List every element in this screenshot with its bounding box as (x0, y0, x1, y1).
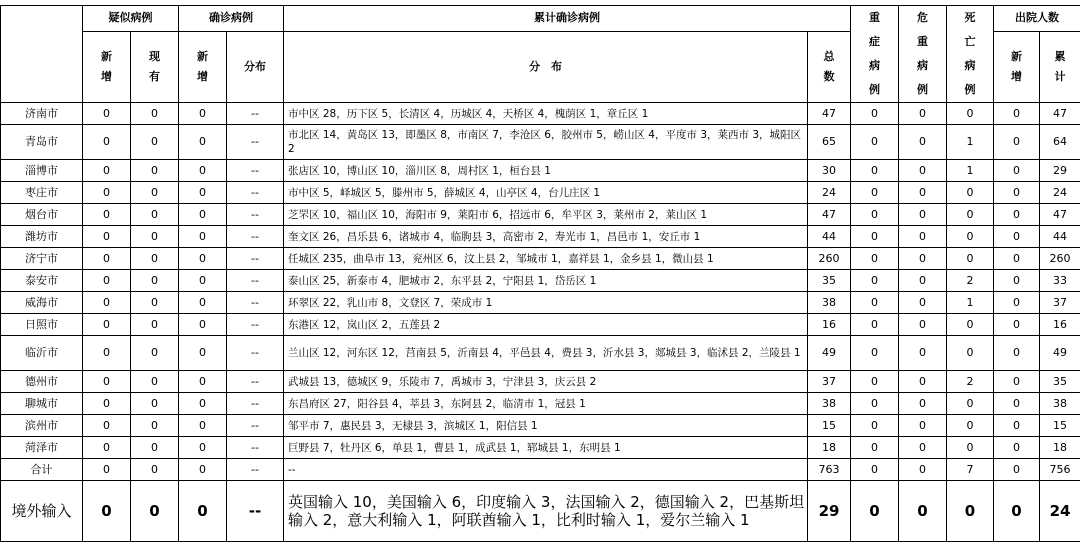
table-row (1, 270, 1080, 292)
header-discharged-new: 新 增 (994, 31, 1040, 102)
suspected-existing: 0 (131, 182, 179, 204)
death-count: 2 (947, 371, 994, 393)
city-name: 威海市 (1, 292, 83, 314)
discharged-total: 18 (1040, 437, 1080, 459)
table-row (1, 226, 1080, 248)
cumulative-distribution: 市北区 14，黄岛区 13，即墨区 8，市南区 7，李沧区 6，胶州市 5，崂山区 4，平度市 3，莱西市 3，城阳区 2 (284, 125, 808, 160)
confirmed-distribution: -- (227, 125, 284, 160)
discharged-total: 47 (1040, 103, 1080, 125)
death-count: 0 (947, 415, 994, 437)
death-count: 0 (947, 248, 994, 270)
cumulative-distribution: 东港区 12，岚山区 2，五莲县 2 (284, 314, 808, 336)
suspected-existing: 0 (131, 125, 179, 160)
critical-count: 0 (899, 103, 947, 125)
cumulative-total: 260 (808, 248, 851, 270)
cumulative-total: 47 (808, 103, 851, 125)
cumulative-total: 65 (808, 125, 851, 160)
cumulative-distribution: -- (284, 459, 808, 481)
cumulative-distribution: 邹平市 7，惠民县 3，无棣县 3，滨城区 1，阳信县 1 (284, 415, 808, 437)
city-name: 泰安市 (1, 270, 83, 292)
city-name: 济宁市 (1, 248, 83, 270)
discharged-total: 24 (1040, 182, 1080, 204)
critical-count: 0 (899, 393, 947, 415)
table-row (1, 481, 1080, 542)
cumulative-total: 16 (808, 314, 851, 336)
discharged-total: 24 (1040, 481, 1080, 542)
header-severe: 重 症 病 例 (851, 6, 899, 103)
confirmed-distribution: -- (227, 270, 284, 292)
critical-count: 0 (899, 437, 947, 459)
header-row-1 (1, 6, 1080, 32)
city-name: 境外输入 (1, 481, 83, 542)
discharged-new: 0 (994, 371, 1040, 393)
cumulative-total: 24 (808, 182, 851, 204)
cumulative-total: 37 (808, 371, 851, 393)
critical-count: 0 (899, 415, 947, 437)
table-row (1, 415, 1080, 437)
suspected-new: 0 (83, 160, 131, 182)
confirmed-distribution: -- (227, 204, 284, 226)
suspected-new: 0 (83, 125, 131, 160)
suspected-new: 0 (83, 459, 131, 481)
suspected-new: 0 (83, 292, 131, 314)
death-count: 0 (947, 481, 994, 542)
suspected-new: 0 (83, 437, 131, 459)
confirmed-distribution: -- (227, 182, 284, 204)
confirmed-distribution: -- (227, 226, 284, 248)
header-confirmed-distribution: 分布 (227, 31, 284, 102)
severe-count: 0 (851, 437, 899, 459)
table-row (1, 393, 1080, 415)
death-count: 1 (947, 125, 994, 160)
suspected-existing: 0 (131, 226, 179, 248)
table-row (1, 314, 1080, 336)
cumulative-total: 29 (808, 481, 851, 542)
confirmed-distribution: -- (227, 160, 284, 182)
cumulative-distribution: 环翠区 22，乳山市 8，文登区 7，荣成市 1 (284, 292, 808, 314)
severe-count: 0 (851, 204, 899, 226)
header-suspected-existing: 现 有 (131, 31, 179, 102)
death-count: 1 (947, 160, 994, 182)
cumulative-distribution: 东昌府区 27，阳谷县 4，莘县 3，东阿县 2，临清市 1，冠县 1 (284, 393, 808, 415)
death-count: 1 (947, 292, 994, 314)
header-suspected-new: 新 增 (83, 31, 131, 102)
suspected-new: 0 (83, 270, 131, 292)
discharged-new: 0 (994, 226, 1040, 248)
discharged-new: 0 (994, 292, 1040, 314)
suspected-new: 0 (83, 182, 131, 204)
suspected-existing: 0 (131, 248, 179, 270)
cumulative-distribution: 市中区 5，峄城区 5，滕州市 5，薛城区 4，山亭区 4，台儿庄区 1 (284, 182, 808, 204)
suspected-existing: 0 (131, 103, 179, 125)
critical-count: 0 (899, 292, 947, 314)
suspected-new: 0 (83, 314, 131, 336)
severe-count: 0 (851, 182, 899, 204)
header-confirmed-new: 新 增 (179, 31, 227, 102)
discharged-total: 33 (1040, 270, 1080, 292)
discharged-total: 260 (1040, 248, 1080, 270)
discharged-new: 0 (994, 160, 1040, 182)
confirmed-distribution: -- (227, 415, 284, 437)
discharged-total: 16 (1040, 314, 1080, 336)
corner-cell (1, 6, 83, 103)
city-name: 济南市 (1, 103, 83, 125)
critical-count: 0 (899, 248, 947, 270)
severe-count: 0 (851, 481, 899, 542)
suspected-new: 0 (83, 103, 131, 125)
confirmed-new: 0 (179, 125, 227, 160)
city-name: 潍坊市 (1, 226, 83, 248)
death-count: 0 (947, 204, 994, 226)
death-count: 2 (947, 270, 994, 292)
suspected-new: 0 (83, 481, 131, 542)
confirmed-distribution: -- (227, 437, 284, 459)
discharged-new: 0 (994, 481, 1040, 542)
confirmed-distribution: -- (227, 292, 284, 314)
city-name: 日照市 (1, 314, 83, 336)
confirmed-new: 0 (179, 314, 227, 336)
suspected-new: 0 (83, 415, 131, 437)
header-cumulative-distribution: 分 布 (284, 31, 808, 102)
severe-count: 0 (851, 270, 899, 292)
cumulative-total: 35 (808, 270, 851, 292)
discharged-total: 47 (1040, 204, 1080, 226)
suspected-existing: 0 (131, 314, 179, 336)
confirmed-new: 0 (179, 481, 227, 542)
cumulative-distribution: 芝罘区 10，福山区 10，海阳市 9，莱阳市 6，招远市 6，牟平区 3，莱州市 2，莱山区 1 (284, 204, 808, 226)
suspected-existing: 0 (131, 481, 179, 542)
death-count: 0 (947, 103, 994, 125)
suspected-existing: 0 (131, 393, 179, 415)
cumulative-distribution: 泰山区 25，新泰市 4，肥城市 2，东平县 2，宁阳县 1，岱岳区 1 (284, 270, 808, 292)
discharged-new: 0 (994, 393, 1040, 415)
critical-count: 0 (899, 336, 947, 371)
cumulative-total: 15 (808, 415, 851, 437)
confirmed-distribution: -- (227, 459, 284, 481)
confirmed-distribution: -- (227, 393, 284, 415)
cumulative-distribution: 武城县 13，德城区 9，乐陵市 7，禹城市 3，宁津县 3，庆云县 2 (284, 371, 808, 393)
severe-count: 0 (851, 393, 899, 415)
header-confirmed: 确诊病例 (179, 6, 284, 32)
discharged-total: 15 (1040, 415, 1080, 437)
death-count: 0 (947, 336, 994, 371)
cumulative-total: 49 (808, 336, 851, 371)
death-count: 0 (947, 393, 994, 415)
critical-count: 0 (899, 371, 947, 393)
cumulative-distribution: 兰山区 12，河东区 12，莒南县 5，沂南县 4，平邑县 4，费县 3，沂水县 3，郯城县 3，临沭县 2，兰陵县 1 (284, 336, 808, 371)
discharged-total: 38 (1040, 393, 1080, 415)
suspected-existing: 0 (131, 204, 179, 226)
severe-count: 0 (851, 314, 899, 336)
discharged-new: 0 (994, 415, 1040, 437)
discharged-total: 29 (1040, 160, 1080, 182)
discharged-total: 64 (1040, 125, 1080, 160)
cumulative-distribution: 巨野县 7，牡丹区 6，单县 1，曹县 1，成武县 1，郓城县 1，东明县 1 (284, 437, 808, 459)
table-row (1, 182, 1080, 204)
critical-count: 0 (899, 270, 947, 292)
suspected-new: 0 (83, 226, 131, 248)
confirmed-new: 0 (179, 160, 227, 182)
discharged-total: 756 (1040, 459, 1080, 481)
cumulative-distribution: 张店区 10，博山区 10，淄川区 8，周村区 1，桓台县 1 (284, 160, 808, 182)
cumulative-distribution: 英国输入 10，美国输入 6，印度输入 3，法国输入 2，德国输入 2，巴基斯坦输入 2，意大利输入 1，阿联酋输入 1，比利时输入 1，爱尔兰输入 1 (284, 481, 808, 542)
confirmed-new: 0 (179, 248, 227, 270)
discharged-new: 0 (994, 314, 1040, 336)
discharged-new: 0 (994, 125, 1040, 160)
table-row (1, 248, 1080, 270)
city-name: 滨州市 (1, 415, 83, 437)
suspected-existing: 0 (131, 371, 179, 393)
death-count: 0 (947, 314, 994, 336)
suspected-new: 0 (83, 248, 131, 270)
confirmed-new: 0 (179, 270, 227, 292)
discharged-new: 0 (994, 459, 1040, 481)
discharged-total: 37 (1040, 292, 1080, 314)
death-count: 0 (947, 182, 994, 204)
confirmed-new: 0 (179, 415, 227, 437)
table-row (1, 459, 1080, 481)
severe-count: 0 (851, 336, 899, 371)
confirmed-distribution: -- (227, 103, 284, 125)
cumulative-distribution: 任城区 235，曲阜市 13，兖州区 6，汶上县 2，邹城市 1，嘉祥县 1，金乡县 1，微山县 1 (284, 248, 808, 270)
confirmed-new: 0 (179, 204, 227, 226)
discharged-new: 0 (994, 248, 1040, 270)
discharged-new: 0 (994, 270, 1040, 292)
confirmed-new: 0 (179, 226, 227, 248)
suspected-existing: 0 (131, 160, 179, 182)
severe-count: 0 (851, 226, 899, 248)
table-row (1, 103, 1080, 125)
table-row (1, 371, 1080, 393)
suspected-new: 0 (83, 393, 131, 415)
city-name: 菏泽市 (1, 437, 83, 459)
cumulative-total: 18 (808, 437, 851, 459)
discharged-new: 0 (994, 204, 1040, 226)
city-name: 淄博市 (1, 160, 83, 182)
critical-count: 0 (899, 459, 947, 481)
confirmed-new: 0 (179, 182, 227, 204)
discharged-total: 35 (1040, 371, 1080, 393)
confirmed-new: 0 (179, 393, 227, 415)
header-suspected: 疑似病例 (83, 6, 179, 32)
critical-count: 0 (899, 182, 947, 204)
suspected-existing: 0 (131, 415, 179, 437)
severe-count: 0 (851, 415, 899, 437)
confirmed-new: 0 (179, 459, 227, 481)
suspected-new: 0 (83, 336, 131, 371)
suspected-existing: 0 (131, 336, 179, 371)
suspected-existing: 0 (131, 292, 179, 314)
severe-count: 0 (851, 103, 899, 125)
death-count: 0 (947, 226, 994, 248)
city-name: 聊城市 (1, 393, 83, 415)
table-row (1, 160, 1080, 182)
discharged-new: 0 (994, 437, 1040, 459)
cumulative-total: 30 (808, 160, 851, 182)
header-cumulative: 累计确诊病例 (284, 6, 851, 32)
confirmed-new: 0 (179, 292, 227, 314)
cumulative-distribution: 奎文区 26，昌乐县 6，诸城市 4，临朐县 3，高密市 2，寿光市 1，昌邑市 1，安丘市 1 (284, 226, 808, 248)
death-count: 7 (947, 459, 994, 481)
discharged-new: 0 (994, 103, 1040, 125)
cumulative-total: 44 (808, 226, 851, 248)
suspected-existing: 0 (131, 459, 179, 481)
suspected-new: 0 (83, 204, 131, 226)
city-name: 枣庄市 (1, 182, 83, 204)
confirmed-new: 0 (179, 371, 227, 393)
confirmed-distribution: -- (227, 371, 284, 393)
cumulative-total: 38 (808, 292, 851, 314)
confirmed-new: 0 (179, 103, 227, 125)
table-row (1, 125, 1080, 160)
header-death: 死 亡 病 例 (947, 6, 994, 103)
confirmed-distribution: -- (227, 481, 284, 542)
header-critical: 危 重 病 例 (899, 6, 947, 103)
severe-count: 0 (851, 160, 899, 182)
city-name: 合计 (1, 459, 83, 481)
city-name: 烟台市 (1, 204, 83, 226)
confirmed-distribution: -- (227, 314, 284, 336)
header-discharged-total: 累 计 (1040, 31, 1080, 102)
city-name: 德州市 (1, 371, 83, 393)
severe-count: 0 (851, 371, 899, 393)
critical-count: 0 (899, 226, 947, 248)
critical-count: 0 (899, 314, 947, 336)
death-count: 0 (947, 437, 994, 459)
discharged-new: 0 (994, 182, 1040, 204)
header-discharged: 出院人数 (994, 6, 1080, 32)
confirmed-distribution: -- (227, 336, 284, 371)
confirmed-new: 0 (179, 336, 227, 371)
severe-count: 0 (851, 125, 899, 160)
table-row (1, 437, 1080, 459)
cumulative-total: 763 (808, 459, 851, 481)
critical-count: 0 (899, 204, 947, 226)
suspected-new: 0 (83, 371, 131, 393)
cumulative-total: 38 (808, 393, 851, 415)
suspected-existing: 0 (131, 270, 179, 292)
severe-count: 0 (851, 248, 899, 270)
confirmed-new: 0 (179, 437, 227, 459)
table-row (1, 204, 1080, 226)
critical-count: 0 (899, 160, 947, 182)
covid-case-table (0, 5, 1080, 542)
header-total: 总 数 (808, 31, 851, 102)
city-name: 临沂市 (1, 336, 83, 371)
severe-count: 0 (851, 292, 899, 314)
cumulative-distribution: 市中区 28，历下区 5，长清区 4，历城区 4，天桥区 4，槐荫区 1，章丘区 1 (284, 103, 808, 125)
critical-count: 0 (899, 481, 947, 542)
cumulative-total: 47 (808, 204, 851, 226)
severe-count: 0 (851, 459, 899, 481)
confirmed-distribution: -- (227, 248, 284, 270)
table-row (1, 292, 1080, 314)
critical-count: 0 (899, 125, 947, 160)
discharged-new: 0 (994, 336, 1040, 371)
city-name: 青岛市 (1, 125, 83, 160)
discharged-total: 44 (1040, 226, 1080, 248)
table-row (1, 336, 1080, 371)
discharged-total: 49 (1040, 336, 1080, 371)
suspected-existing: 0 (131, 437, 179, 459)
